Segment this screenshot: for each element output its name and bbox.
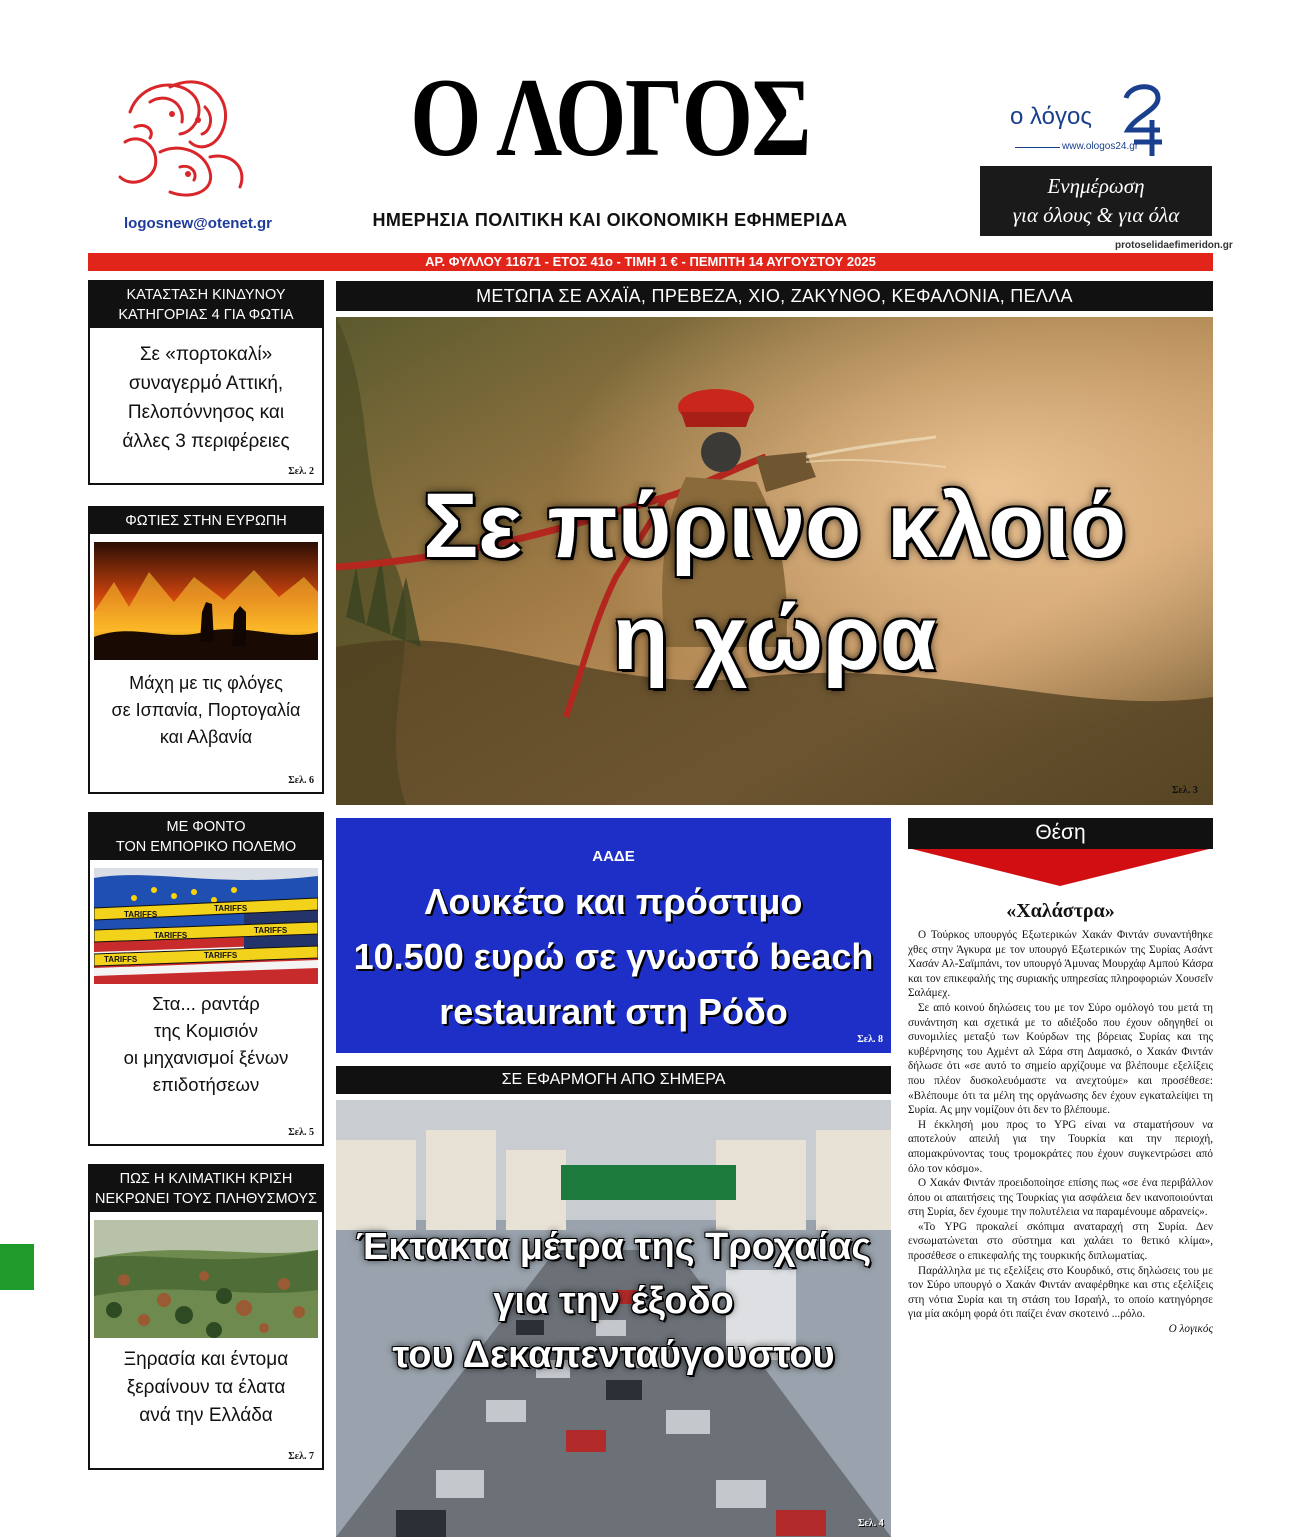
brand-divider <box>1015 147 1060 148</box>
story-headline <box>90 1338 322 1430</box>
traffic-headline <box>336 1220 891 1382</box>
story-kicker: ΦΩΤΙΕΣ ΣΤΗΝ ΕΥΡΩΠΗ <box>90 508 322 534</box>
sidebar-story-trade-war[interactable] <box>88 812 324 1146</box>
headline-line: Ξηρασία και έντομα <box>123 1349 289 1370</box>
headline-line: και Αλβανία <box>159 727 253 747</box>
issue-info-bar: ΑΡ. ΦΥΛΛΟΥ 11671 - ΕΤΟΣ 41ο - ΤΙΜΗ 1 € - ΠΕΜΠΤΗ 14 ΑΥΓΟΥΣΤΟΥ 2025 <box>88 253 1213 271</box>
newspaper-subtitle: ΗΜΕΡΗΣΙΑ ΠΟΛΙΤΙΚΗ ΚΑΙ ΟΙΚΟΝΟΜΙΚΗ ΕΦΗΜΕΡΙΔΑ <box>372 210 848 230</box>
headline-line: Μάχη με τις φλόγες <box>129 673 283 693</box>
page-reference: Σελ. 8 <box>857 1034 883 1045</box>
headline-line: Στα... ραντάρ <box>152 993 260 1014</box>
newspaper-logo-illustration <box>110 72 255 204</box>
story-headline <box>336 874 891 1039</box>
page-reference: Σελ. 6 <box>288 775 314 786</box>
opinion-title: «Χαλάστρα» <box>1006 900 1115 922</box>
kicker-line: ΝΕΚΡΩΝΕΙ ΤΟΥΣ ΠΛΗΘΥΣΜΟΥΣ <box>95 1191 317 1207</box>
opinion-paragraph: Η έκκλησή μου προς το YPG είναι να σταματήσουν να αποτελούν απειλή για την Τουρκία και την περιοχή, απομακρύνοντας τους τρομοκράτες που έχουν συγκεντρώσει από όλο τον κόσμο». <box>908 1118 1213 1175</box>
opinion-paragraph: Ο Χακάν Φιντάν προειδοποίησε επίσης πως «σε ένα περιβάλλον όπου οι απαιτήσεις της Τουρκίας για ασφάλεια δεν ικανοποιούνται στη Συρία, δεν έχουμε την πολυτέλεια να παραμένουμε αδρανείς». <box>908 1177 1213 1219</box>
source-credit: protoselidaefimeridon.gr <box>1115 240 1233 251</box>
headline-line: άλλες 3 περιφέρειες <box>122 431 290 452</box>
sidebar-story-fire-danger[interactable] <box>88 280 324 485</box>
opinion-body <box>908 928 1213 1337</box>
headline-line: η χώρα <box>612 587 937 689</box>
wildfire-photo <box>94 542 318 660</box>
kicker-line: ΚΑΤΗΓΟΡΙΑΣ 4 ΓΙΑ ΦΩΤΙΑ <box>118 307 294 323</box>
headline-line: οι μηχανισμοί ξένων <box>123 1047 289 1068</box>
headline-line: Σε πύρινο κλοιό <box>422 475 1127 577</box>
story-headline <box>90 328 322 456</box>
tariffs-label: TARIFFS <box>214 904 248 913</box>
opinion-paragraph: Σε από κοινού δηλώσεις του με τον Σύρο ομόλογό του μετά τη συνάντηση και σχετικά με το αδιέξοδο που έχουν οδηγηθεί οι συνομιλίες μεταξύ των Κούρδων της βόρειας Συρίας και της κυβέρνησης του Αχμέντ αλ Σάρα στη Δαμασκό, ο Χακάν Φιντάν δήλωσε ότι «σε αυτό το σημείο αρχίζουμε να βλέπουμε εξελίξεις που πλέον δυσκολευόμαστε να ανεχτούμε» και προσέθεσε: «Βλέπουμε ότι τα μέλη της οργάνωσης δεν έχουν εγκαταλείψει τη Συρία. Ας μην νομίζουν ότι δεν το βλέπουμε. <box>908 1001 1213 1117</box>
newspaper-title: Ο ΛΟΓΟΣ <box>410 56 810 180</box>
story-headline <box>90 984 322 1098</box>
kicker-line: ΜΕ ΦΟΝΤΟ <box>166 819 246 835</box>
story-kicker <box>90 282 322 328</box>
headline-line: ανά την Ελλάδα <box>139 1405 273 1426</box>
headline-line: της Κομισιόν <box>154 1020 258 1041</box>
site-url[interactable]: www.ologos24.gr <box>1062 141 1139 152</box>
story-kicker: ΑΑΔΕ <box>592 848 635 865</box>
page-reference: Σελ. 2 <box>288 466 314 477</box>
headline-line: ξεραίνουν τα έλατα <box>126 1377 286 1398</box>
headline-line: restaurant στη Ρόδο <box>439 991 788 1032</box>
headline-line: συναγερμό Αττική, <box>128 373 284 394</box>
kicker-line: ΤΟΝ ΕΜΠΟΡΙΚΟ ΠΟΛΕΜΟ <box>115 839 297 855</box>
opinion-paragraph: Παράλληλα με τις εξελίξεις στο Κουρδικό, στις δηλώσεις του με τον Σύρο υπουργό ο Χακάν Φιντάν αναφέρθηκε και στις εξελίξεις στη νότια Συρία και τη στάση του Ισραήλ, το οποίο κατηγόρησε για μία ακόμη φορά ότι παίζει έναν σκοτεινό ...ρόλο. <box>908 1264 1213 1321</box>
sidebar-story-europe-fires[interactable] <box>88 506 324 794</box>
opinion-triangle-decoration <box>908 848 1213 886</box>
traffic-story-kicker: ΣΕ ΕΦΑΡΜΟΓΗ ΑΠΟ ΣΗΜΕΡΑ <box>336 1066 891 1094</box>
story-aade[interactable] <box>336 818 891 1053</box>
tariffs-label: TARIFFS <box>104 955 138 964</box>
tagline-line: για όλους & για όλα <box>1012 203 1180 227</box>
headline-line: 10.500 ευρώ σε γνωστό beach <box>353 936 874 977</box>
kicker-line: ΚΑΤΑΣΤΑΣΗ ΚΙΝΔΥΝΟΥ <box>126 287 286 303</box>
opinion-signature: Ο λογικός <box>1168 1323 1213 1336</box>
page-reference: Σελ. 3 <box>1172 785 1198 796</box>
story-kicker <box>90 814 322 860</box>
tariffs-label: TARIFFS <box>124 910 158 919</box>
tariffs-flags-photo <box>94 868 318 984</box>
tariffs-label: TARIFFS <box>254 926 288 935</box>
headline-line: Έκτακτα μέτρα της Τροχαίας <box>355 1226 872 1268</box>
story-headline <box>90 660 322 751</box>
contact-email[interactable]: logosnew@otenet.gr <box>124 215 272 232</box>
opinion-paragraph: Ο Τούρκος υπουργός Εξωτερικών Χακάν Φιντάν συναντήθηκε χθες στην Άγκυρα με τον υπουργό Εξωτερικών της Συρίας Ασάντ Χασάν Αλ-Σαϊμπάνι, τον υπουργό Άμυνας Μουρχάφ Αμπού Κάσρα και τον επικεφαλής της συριακής υπηρεσίας πληροφοριών Χουσεΐν Σαλάμεχ. <box>908 929 1213 1000</box>
main-headline <box>336 470 1213 694</box>
headline-line: Σε «πορτοκαλί» <box>139 344 273 365</box>
headline-line: Λουκέτο και πρόστιμο <box>424 881 803 922</box>
sidebar-story-climate[interactable] <box>88 1164 324 1470</box>
opinion-paragraph: «Το YPG προκαλεί σκόπιμα αναταραχή στη Συρία. Δεν ενσωματώνεται στο σύστημα και χαλάει το θετικό κλίμα», προσέθεσε ο επικεφαλής της τουρκικής διπλωματίας. <box>908 1220 1213 1263</box>
headline-line: για την έξοδο <box>493 1280 734 1322</box>
headline-line: Πελοπόννησος και <box>127 402 285 423</box>
forest-photo <box>94 1220 318 1338</box>
headline-line: επιδοτήσεων <box>152 1074 260 1095</box>
headline-line: σε Ισπανία, Πορτογαλία <box>111 700 301 720</box>
tagline-box <box>980 166 1212 236</box>
tariffs-label: TARIFFS <box>204 951 238 960</box>
kicker-line: ΠΩΣ Η ΚΛΙΜΑΤΙΚΗ ΚΡΙΣΗ <box>119 1171 293 1187</box>
tagline-line: Ενημέρωση <box>1047 174 1145 198</box>
site-brand-name: ο λόγος <box>1010 103 1092 130</box>
main-story-kicker: ΜΕΤΩΠΑ ΣΕ ΑΧΑΪΑ, ΠΡΕΒΕΖΑ, ΧΙΟ, ΖΑΚΥΝΘΟ, ΚΕΦΑΛΟΝΙΑ, ΠΕΛΛΑ <box>336 281 1213 311</box>
opinion-section-head: Θέση <box>908 818 1213 848</box>
tariffs-label: TARIFFS <box>154 931 188 940</box>
headline-line: του Δεκαπενταύγουστου <box>392 1334 835 1376</box>
side-color-tab <box>0 1244 34 1290</box>
page-reference: Σελ. 5 <box>288 1127 314 1138</box>
page-reference: Σελ. 7 <box>288 1451 314 1462</box>
story-kicker <box>90 1166 322 1212</box>
page-reference: Σελ. 4 <box>858 1518 884 1529</box>
